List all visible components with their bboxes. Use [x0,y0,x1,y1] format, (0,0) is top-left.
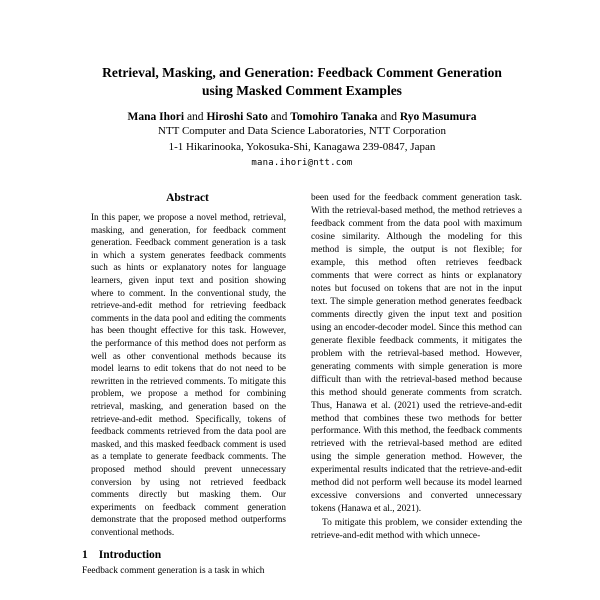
paper-title-line2: using Masked Comment Examples [202,83,402,99]
right-column [311,192,522,578]
right-column-paragraph-2: To mitigate this problem, we consider extending the retrieve-and-edit method with which unnece- [311,518,522,542]
paper-title [82,64,522,100]
contact-email: mana.ihori@ntt.com [251,158,353,169]
author-separator: and [380,111,397,124]
affiliation-address: 1-1 Hikarinooka, Yokosuka-Shi, Kanagawa 239-0847, Japan [168,140,436,153]
paper-title-line1: Retrieval, Masking, and Generation: Feedback Comment Generation [102,65,502,80]
introduction-first-line: Feedback comment generation is a task in which [82,566,265,577]
affiliation: NTT Computer and Data Science Laboratories, NTT Corporation [158,125,446,138]
two-column-body [82,192,522,578]
right-column-paragraph-1: been used for the feedback comment generation task. With the retrieval-based method, the method retrieves a feedback comment from the data pool with maximum cosine similarity. Although the modeling for this method is simple, the output is not flexible; for example, this method often retrieves feedback comments that were correct as hints or explanatory notes but focused on tokens that are not in the input text. The simple generation method generates feedback comments directly given the input text and position using an encoder-decoder model. Since this method can generate flexible feedback comments, it mitigates the problem with the retrieval-based method. However, generating comments with simple generation is more difficult than with the retrieval-based method because this method should generate comments from scratch. Thus, Hanawa et al. (2021) used the retrieve-and-edit method that combines these two methods for better performance. With this method, the feedback comments retrieved with the retrieval-based method are edited using the simple generation method. However, the experimental results indicated that the retrieve-and-edit method did not perform well because its model learned excessive conversions and converted unnecessary tokens (Hanawa et al., 2021). [311,193,522,515]
abstract-text: In this paper, we propose a novel method, retrieval, masking, and generation, for feedback comment generation. Feedback comment generation is a task in which a system generates feedback comments such as hints or explanatory notes for language learners, given input text and position showing where to comment. In the conventional study, the retrieve-and-edit method for retrieving feedback comments in the data pool and editing the comments has been thought effective for this task. However, the performance of this method does not perform as well as other conventional methods because its model learns to edit tokens that do not need to be rewritten in the retrieved comments. To mitigate this problem, we propose a method for combining retrieval, masking, and generation based on the retrieve-and-edit method. Specifically, tokens of feedback comments retrieved from the data pool are masked, and this masked feedback comment is used as a template to generate feedback comments. The proposed method should prevent unnecessary conversion by using not retrieved feedback comments directly but masking them. Our experiments on feedback comment generation demonstrate that the proposed method outperforms conventional methods. [91,212,286,537]
paper-header [82,64,522,168]
section-heading-introduction [82,549,293,561]
section-number: 1 [82,549,88,562]
author-separator: and [186,111,204,124]
author-name: Hiroshi Sato [206,111,268,124]
author-separator: and [270,111,288,124]
section-title: Introduction [98,549,162,562]
author-line [82,111,522,123]
author-name: Mana Ihori [127,111,185,124]
left-column [82,192,293,578]
author-name: Tomohiro Tanaka [290,111,378,124]
author-name: Ryo Masumura [399,111,477,124]
abstract-heading: Abstract [166,192,209,205]
